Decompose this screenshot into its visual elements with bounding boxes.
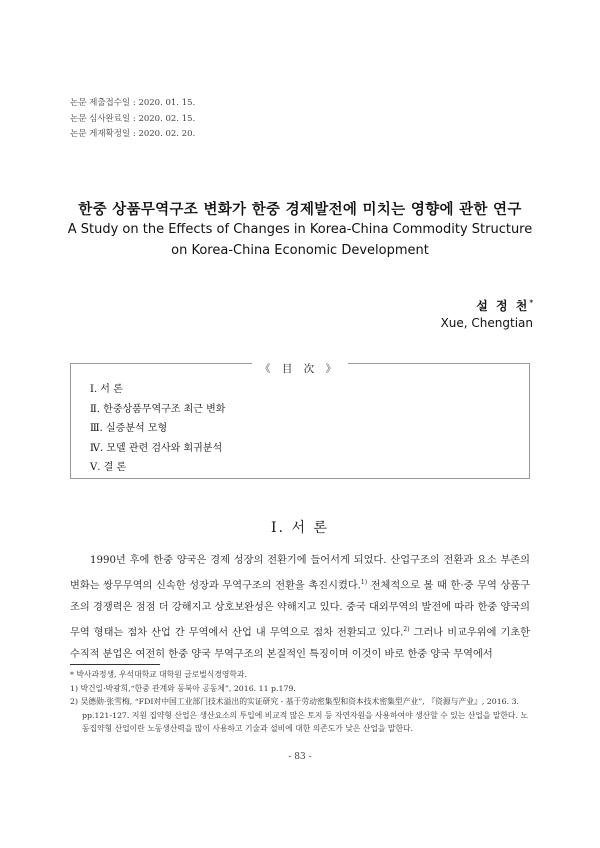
- section-heading: Ⅰ. 서 론: [271, 520, 329, 536]
- title-english-line2: on Korea-China Economic Development: [171, 243, 429, 258]
- title-english: [0, 219, 600, 261]
- footnote-ref-1: 1): [360, 578, 368, 586]
- paragraph-1-part-b: 전체적으로 볼 때 한·중 무역 상품구조의 경쟁력은 점점 더 강해지고 상호보완성은 약해지고 있다. 중국 대외무역의 발전에 따라 한중 양국의 무역 형태는 점차 산업 간 무역에서 산업 내 무역으로 점차 전환되고 있다.: [70, 580, 530, 638]
- toc-list: [90, 380, 225, 478]
- submission-dates: [70, 96, 195, 143]
- toc-title: 《 目 次 》: [252, 363, 348, 375]
- body-text: [70, 550, 530, 665]
- paragraph-1-part-a: 1990년 후에 한중 양국은 경제 성장의 전환기에 들어서게 되었다. 산업구조의 전환과 요소 부존의 변화는 쌍무무역의 신속한 성장과 무역구조의 전환을 촉진시켰다.: [70, 555, 530, 592]
- footnote-author: * 박사과정생, 우석대학교 대학원 글로벌식경영학과.: [70, 670, 247, 679]
- title-english-line1: A Study on the Effects of Changes in Korea-China Commodity Structure: [67, 222, 533, 237]
- toc-item-2: Ⅱ. 한중상품무역구조 최근 변화: [90, 403, 226, 415]
- footnotes: [70, 668, 530, 736]
- table-of-contents: [70, 363, 530, 479]
- toc-item-1: Ⅰ. 서 론: [90, 384, 123, 395]
- author-korean-name: 설 정 천: [476, 299, 530, 313]
- toc-item-5: Ⅴ. 결 론: [90, 462, 127, 473]
- accepted-date: 논문 게재확정일 : 2020. 02. 20.: [70, 129, 196, 139]
- paragraph-1: [70, 550, 530, 665]
- footnote-ref-2: 2): [403, 625, 410, 633]
- reviewed-date: 논문 심사완료일 : 2020. 02. 15.: [70, 113, 196, 124]
- footnote-1: 1) 박건일·박광희,“한중 관계와 동북아 공동체”, 2016. 11 p.179.: [70, 683, 296, 693]
- footnote-rule: [70, 664, 160, 665]
- author-korean: [476, 297, 533, 314]
- toc-item-4: Ⅳ. 모델 관련 검사와 회귀분석: [90, 442, 223, 454]
- submitted-date: 논문 제출접수일 : 2020. 01. 15.: [70, 98, 196, 108]
- toc-title-wrap: [71, 357, 529, 376]
- page-number: - 83 -: [288, 752, 312, 762]
- author-footnote-marker: *: [529, 298, 533, 307]
- toc-item-3: Ⅲ. 실증분석 모형: [90, 423, 168, 434]
- title-korean: 한중 상품무역구조 변화가 한중 경제발전에 미치는 영향에 관한 연구: [78, 201, 522, 218]
- author-english: Xue, Chengtian: [440, 316, 533, 330]
- paragraph-1-part-c: 그러나 비교우위에 기초한 수직적 분업은 여전히 한중 양국 무역구조의 본질적인 특징이며 이것이 바로 한중 양국 무역에서: [70, 626, 531, 660]
- footnote-2: 2) 吴德勋·张雪梅, “FDI对中国工业部门技术溢出的实证研究 - 基于劳动密集型和资本技术密集型产业”, 『资源与产业』, 2016. 3. pp.121-127. 지원 집약형 산업은 생산요소의 투입에 비교적 많은 토지 등 자연자원을 사용하여야 생산할 수 있는 산업을 말한다. 노동집약형 산업이란 노동생산력을 많이 사용하고 기술과 설비에 대한 의존도가 낮은 산업을 말한다.: [70, 697, 528, 733]
